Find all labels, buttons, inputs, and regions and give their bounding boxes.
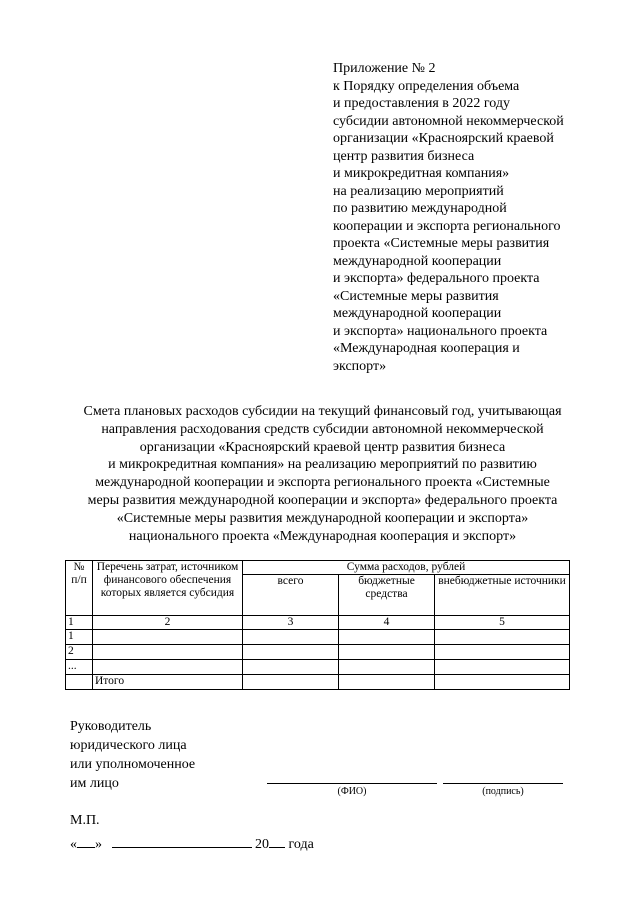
table-cell [93, 645, 243, 660]
numbering-row [66, 616, 570, 630]
date-close-quote: » [95, 837, 102, 852]
numbering-cell: 3 [243, 616, 339, 630]
stamp-place: М.П. [70, 813, 100, 828]
signature-caption: (подпись) [482, 786, 524, 797]
appendix-line: международной кооперации [333, 253, 502, 269]
header-budget: бюджетные средства [339, 575, 435, 616]
year-suffix: года [285, 837, 314, 852]
table-cell [435, 675, 570, 690]
header-num: № п/п [66, 561, 93, 616]
row-number: 2 [66, 645, 93, 660]
date-open-quote: « [70, 837, 77, 852]
table-cell [435, 645, 570, 660]
appendix-line: и экспорта» национального проекта [333, 323, 548, 339]
title-line: «Системные меры развития международной кооперации и экспорта» [116, 510, 529, 526]
signer-block [70, 717, 195, 793]
total-row [66, 675, 570, 690]
fio-line [267, 783, 437, 784]
table-cell [339, 645, 435, 660]
appendix-line: проекта «Системные меры развития [333, 236, 550, 251]
date-line [70, 834, 314, 853]
numbering-cell: 2 [93, 616, 243, 630]
table-row [66, 630, 570, 645]
table-cell [93, 660, 243, 675]
appendix-line: «Международная кооперация и [333, 341, 520, 356]
appendix-line: и предоставления в 2022 году [333, 96, 510, 111]
appendix-line: экспорт» [333, 358, 387, 374]
appendix-header [333, 60, 623, 375]
year-blank [269, 834, 285, 848]
table-cell [243, 675, 339, 690]
table-cell [435, 630, 570, 645]
table-row [66, 660, 570, 675]
signer-line: юридического лица [70, 738, 187, 753]
appendix-line: по развитию международной [333, 201, 507, 216]
document-title [30, 403, 615, 545]
year-prefix: 20 [255, 837, 269, 852]
appendix-line: международной кооперации [333, 306, 502, 321]
table-cell [243, 645, 339, 660]
month-blank [112, 834, 252, 848]
table-cell [339, 660, 435, 675]
appendix-line: и экспорта» федерального проекта [333, 271, 540, 286]
appendix-line: субсидии автономной некоммерческой [333, 113, 564, 129]
appendix-line: организации «Красноярский краевой [333, 131, 554, 146]
numbering-cell: 1 [66, 616, 93, 630]
table-cell [339, 675, 435, 690]
title-line: организации «Красноярский краевой центр развития бизнеса [139, 439, 506, 455]
title-line: международной кооперации и экспорта регионального проекта «Системные [95, 475, 550, 491]
table-cell [435, 660, 570, 675]
appendix-line: «Системные меры развития [333, 288, 499, 304]
table-cell [243, 660, 339, 675]
appendix-line: кооперации и экспорта регионального [333, 218, 561, 234]
appendix-line: Приложение № 2 [333, 61, 436, 76]
table-cell [66, 675, 93, 690]
table-cell [243, 630, 339, 645]
day-blank [77, 834, 95, 848]
title-line: и микрокредитная компания» на реализацию мероприятий по развитию [108, 457, 537, 473]
signer-line: или уполномоченное [70, 757, 196, 772]
estimate-table [65, 560, 570, 690]
appendix-line: к Порядку определения объема [333, 78, 520, 94]
title-line: Смета плановых расходов субсидии на текущий финансовый год, учитывающая [83, 404, 562, 419]
title-line: направления расходования средств субсидии автономной некоммерческой [101, 421, 544, 437]
title-line: национального проекта «Международная кооперация и экспорт» [128, 528, 517, 544]
table-row [66, 645, 570, 660]
row-number: ... [66, 660, 93, 675]
signer-line: им лицо [70, 776, 119, 791]
fio-caption: (ФИО) [337, 786, 367, 797]
title-line: меры развития международной кооперации и экспорта» федерального проекта [87, 492, 558, 508]
header-extrabudget: внебюджетные источники [435, 575, 570, 616]
numbering-cell: 5 [435, 616, 570, 630]
table-cell [93, 630, 243, 645]
header-total: всего [243, 575, 339, 616]
header-expense-list: Перечень затрат, источником финансового обеспечения которых является субсидия [93, 561, 243, 616]
appendix-line: на реализацию мероприятий [333, 183, 504, 199]
table-cell [339, 630, 435, 645]
signature-line [443, 783, 563, 784]
appendix-line: и микрокредитная компания» [333, 166, 510, 181]
total-label: Итого [93, 675, 243, 690]
signer-line: Руководитель [70, 719, 152, 734]
appendix-line: центр развития бизнеса [333, 148, 475, 164]
row-number: 1 [66, 630, 93, 645]
header-sum: Сумма расходов, рублей [243, 561, 570, 575]
numbering-cell: 4 [339, 616, 435, 630]
